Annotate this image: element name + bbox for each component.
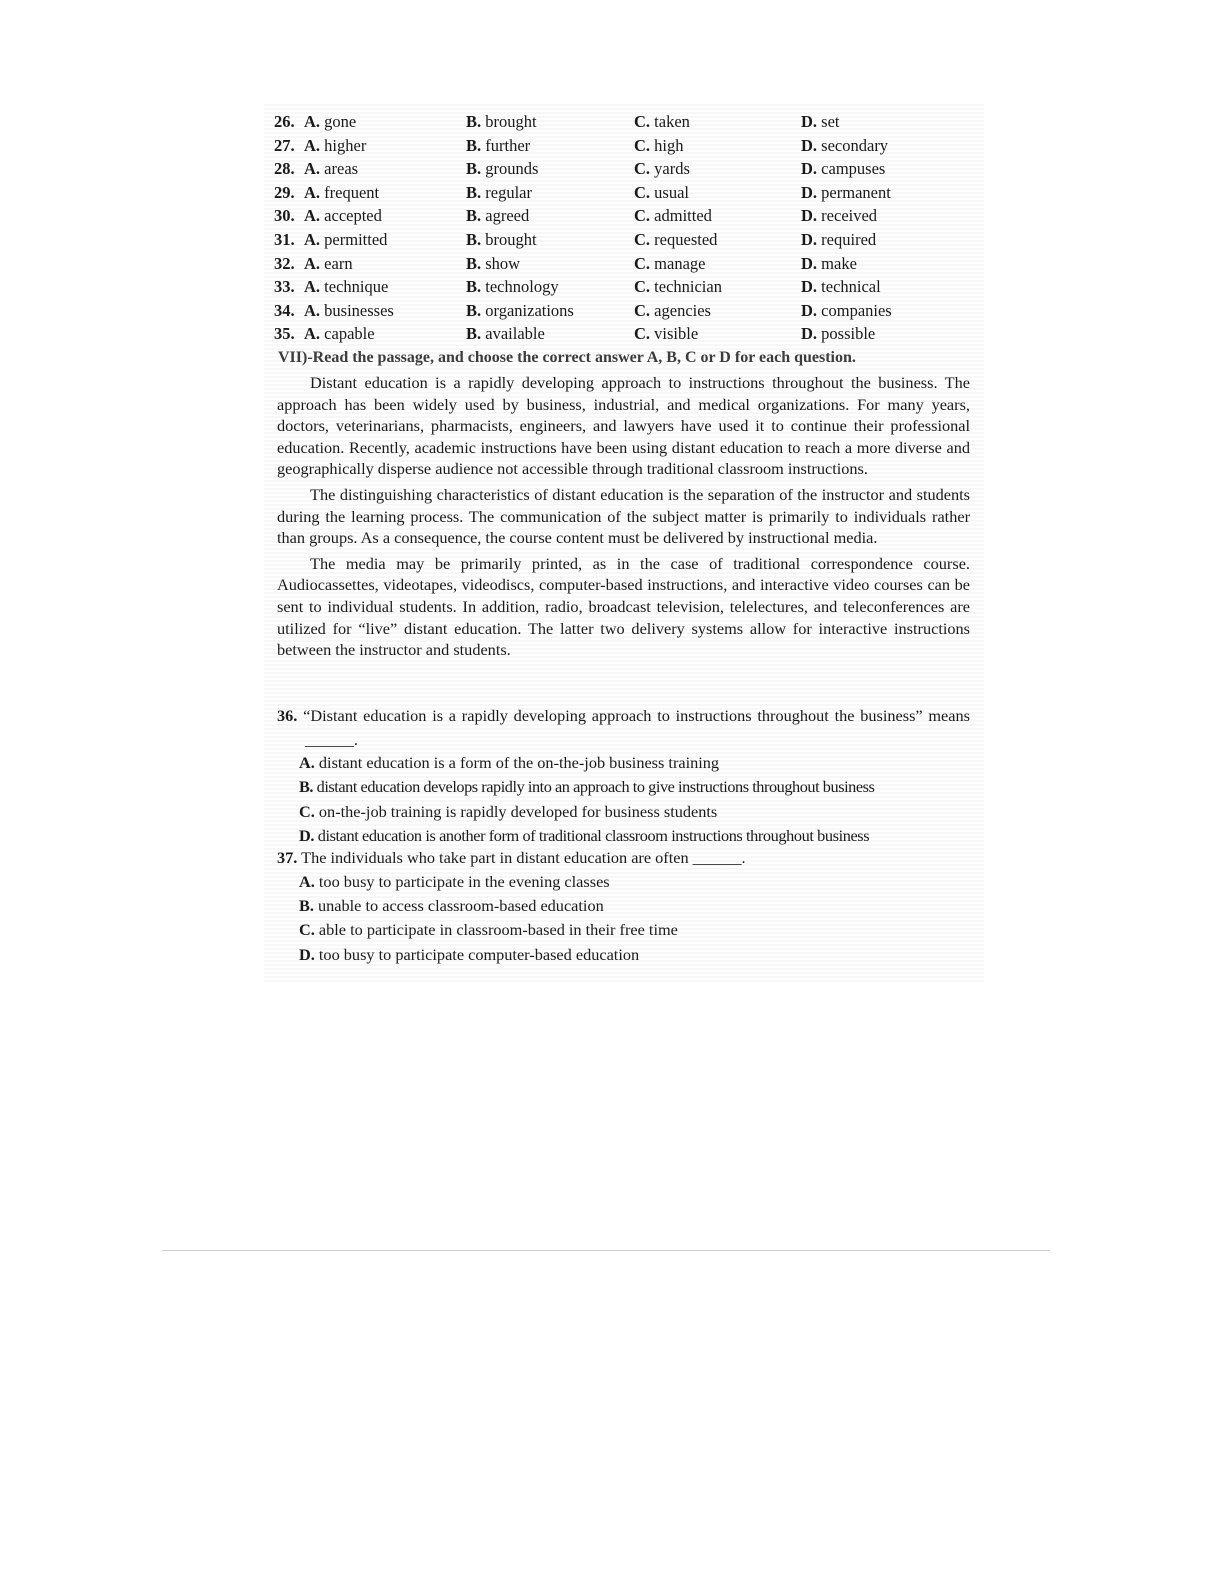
option-a: A. permitted [304,229,388,249]
choice-a: A. too busy to participate in the evening classes [299,871,610,891]
option-b: B. show [466,253,521,273]
choice-a: A. distant education is a form of the on-the-job business training [299,753,720,772]
option-c: C. manage [634,253,706,273]
option-c: C. agencies [634,300,711,320]
choice-c: C. on-the-job training is rapidly developed for business students [299,801,718,821]
option-row [274,252,974,276]
question-stem: 37. The individuals who take part in distant education are often ______. [277,848,746,867]
option-b: B. agreed [466,206,530,226]
option-a: A. capable [304,324,375,344]
passage-paragraph: Distant education is a rapidly developing approach to instructions throughout the business. The approach has been widely used by business, industrial, and medical organizations. For many years, doctors, veterinarians, pharmacists, engineers, and lawyers have used it to continue their professional education. Recently, academic instructions have been using distant education to reach a more diverse and geographically disperse audience not accessible through traditional classroom instructions. [277,373,970,479]
choice-b: B. unable to access classroom-based education [299,895,604,915]
option-a: A. earn [304,253,353,273]
option-d: D. set [801,112,840,131]
question-37 [277,846,970,967]
passage-paragraph: The media may be primarily printed, as in the case of traditional correspondence course. Audiocassettes, videotapes, videodiscs, computer-based instructions, and interactive video courses can be sent to individual students. In addition, radio, broadcast television, telelectures, and teleconferences are utilized for “live” distant education. The latter two delivery systems allow for interactive instructions between the instructor and students. [277,553,970,660]
page-divider [162,1250,1050,1251]
option-a: A. technique [304,277,389,297]
question-number: 32. [274,253,295,273]
question-number: 35. [274,324,295,344]
option-row [274,299,974,323]
option-a: A. gone [304,112,357,131]
option-b: B. grounds [466,159,539,179]
option-d: D. secondary [801,135,889,155]
option-a: A. areas [304,159,359,179]
option-c: C. visible [634,324,699,344]
option-c: C. requested [634,229,718,249]
option-row [274,228,974,252]
option-a: A. higher [304,135,367,155]
option-a: A. frequent [304,182,380,202]
option-d: D. permanent [801,182,891,202]
option-b: B. brought [466,112,537,131]
option-d: D. technical [801,277,881,297]
option-a: A. accepted [304,206,382,226]
option-a: A. businesses [304,300,394,320]
option-c: C. yards [634,159,690,179]
option-b: B. regular [466,182,532,202]
question-number: 27. [274,135,295,155]
section-instruction: VII)-Read the passage, and choose the correct answer A, B, C or D for each question. [278,349,856,366]
question-number: 28. [274,159,295,179]
option-row [274,157,974,181]
option-b: B. organizations [466,300,574,320]
option-d: D. make [801,253,857,273]
option-c: C. technician [634,277,722,297]
choice-b: B. distant education develops rapidly into an approach to give instructions throughout business [299,777,875,797]
question-number: 29. [274,182,295,202]
question-number: 33. [274,277,295,297]
option-row [274,275,974,299]
choice-c: C. able to participate in classroom-based in their free time [299,920,678,940]
option-c: C. admitted [634,206,712,226]
question-number: 26. [274,112,295,131]
option-row [274,322,974,346]
option-row [274,110,974,134]
answer-options-table [274,110,974,346]
option-row [274,204,974,228]
option-d: D. possible [801,324,876,344]
question-36 [277,704,970,849]
option-c: C. usual [634,182,690,202]
passage-paragraph: The distinguishing characteristics of distant education is the separation of the instructor and students during the learning process. The communication of the subject matter is primarily to individuals rather than groups. As a consequence, the course content must be delivered by instructional media. [277,484,970,548]
question-number: 34. [274,300,295,320]
question-number: 31. [274,229,295,249]
option-c: C. high [634,135,684,155]
reading-passage [277,372,970,665]
option-row [274,134,974,158]
question-number: 30. [274,206,295,226]
option-c: C. taken [634,112,690,131]
option-d: D. required [801,229,877,249]
option-d: D. campuses [801,159,886,179]
option-b: B. available [466,324,545,344]
option-row [274,181,974,205]
choice-d: D. distant education is another form of traditional classroom instructions throughout business [299,826,870,846]
option-b: B. further [466,135,531,155]
option-b: B. technology [466,277,559,297]
option-b: B. brought [466,229,537,249]
question-stem: 36. “Distant education is a rapidly developing approach to instructions throughout the business” means ______. [277,706,970,749]
option-d: D. companies [801,300,892,320]
option-d: D. received [801,206,878,226]
choice-d: D. too busy to participate computer-based education [299,944,640,964]
